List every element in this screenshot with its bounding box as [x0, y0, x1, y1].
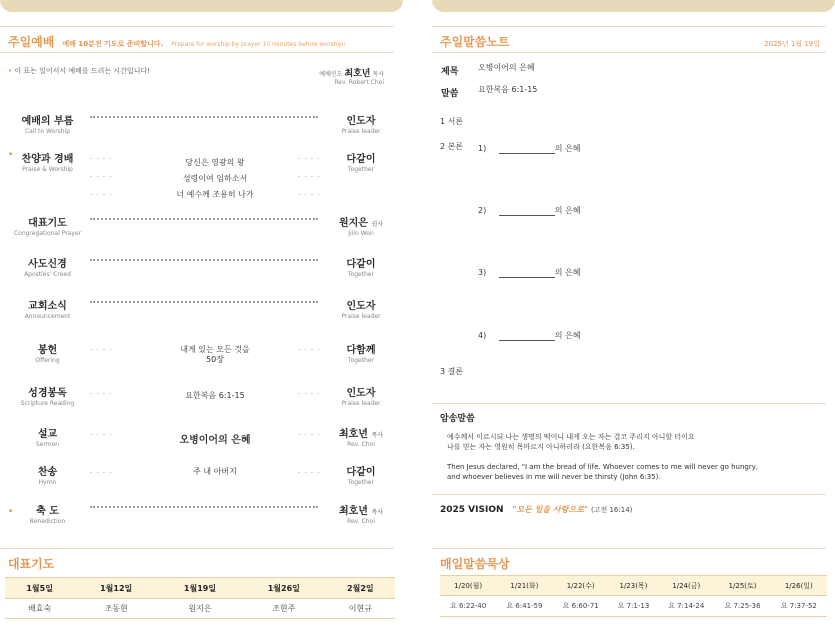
- scripture-reading: 요한복음 6:1-15: [185, 391, 245, 400]
- order-leader-en: Praise leader: [341, 128, 381, 135]
- table-row: [5, 599, 395, 619]
- order-item: 사도신경: [28, 259, 67, 270]
- order-leader-en: Jiiin Won: [348, 230, 374, 237]
- order-item: 성경봉독: [28, 388, 67, 399]
- blank-line[interactable]: [499, 146, 555, 154]
- table-header-row: [440, 576, 827, 596]
- worship-subtitle-en: Prepare for worship by prayer 10 minutes before worship!: [171, 41, 346, 48]
- short-dots: · · · ·: [298, 191, 321, 199]
- worship-leader: [290, 66, 384, 86]
- table-cell: 요 7:37-52: [771, 596, 827, 617]
- order-leader-en: Praise leader: [341, 313, 381, 320]
- order-item: 찬양과 경배: [21, 154, 74, 165]
- leader-label: 예배인도: [319, 71, 343, 78]
- order-item-en: Scripture Reading: [20, 400, 75, 407]
- title-value: 오병이어의 은혜: [478, 63, 535, 72]
- intro-label: 1 서론: [440, 117, 464, 126]
- order-leader: 최호년: [338, 506, 368, 517]
- point-suffix: 의 은혜: [554, 331, 581, 340]
- praise-song: 성령이여 임하소서: [182, 174, 248, 183]
- short-dots: · · · ·: [298, 431, 321, 439]
- note-point: [478, 330, 581, 341]
- conclusion-label: 3 결론: [440, 367, 464, 376]
- table-cell: 요 6:60-71: [553, 596, 609, 617]
- order-item-en: Benediction: [29, 518, 66, 525]
- leader-dots: [90, 301, 318, 303]
- order-leader: 다같이: [346, 259, 376, 270]
- short-dots: · · · ·: [90, 191, 113, 199]
- order-item-en: Call to Worship: [24, 128, 71, 135]
- order-leader-en: Praise leader: [341, 400, 381, 407]
- left-top-tab: [0, 0, 403, 12]
- blank-line[interactable]: [499, 333, 555, 341]
- vision-quote: "모든 일을 사랑으로": [512, 505, 589, 514]
- order-leader-en: Together: [347, 357, 375, 364]
- sermon-note-title: 주일말씀노트: [440, 35, 510, 49]
- order-leader-en: Rev. Choi: [347, 441, 375, 448]
- title-label: 제목: [441, 67, 459, 77]
- praise-song: 너 예수께 조용히 나가: [176, 190, 254, 199]
- point-suffix: 의 은혜: [554, 206, 581, 215]
- leader-dots: [90, 506, 318, 508]
- table-header: 1/23(목): [609, 576, 658, 596]
- order-leader: 다함께: [346, 345, 376, 356]
- order-leader: 원지은: [338, 218, 368, 229]
- standing-note: [8, 66, 150, 76]
- table-header: 1월19일: [158, 578, 242, 599]
- table-header: 1/22(수): [553, 576, 609, 596]
- leader-dots: [90, 218, 318, 220]
- order-leader-en: Rev. Choi: [347, 518, 375, 525]
- table-header: 1/26(일): [771, 576, 827, 596]
- table-header: 2월2일: [326, 578, 395, 599]
- closing-hymn: 주 내 아버지: [193, 467, 237, 476]
- order-leader: 다같이: [346, 154, 376, 165]
- leader-name: 최호년: [344, 69, 371, 79]
- vision-line: [440, 504, 632, 515]
- table-header: 1/24(금): [658, 576, 714, 596]
- divider: [432, 494, 826, 495]
- short-dots: · · · ·: [90, 173, 113, 181]
- table-header: 1/25(토): [714, 576, 770, 596]
- order-leader-role: 목사: [371, 432, 384, 439]
- memory-en-line: Then Jesus declared, "I am the bread of life. Whoever comes to me will never go hungry,: [447, 463, 759, 471]
- point-number: 3): [478, 268, 487, 277]
- short-dots: · · · ·: [90, 469, 113, 477]
- order-item: 예배의 부름: [21, 116, 74, 127]
- order-leader-en: Together: [347, 479, 375, 486]
- scripture-label: 말씀: [441, 89, 459, 99]
- worship-header: [0, 26, 394, 50]
- divider: [432, 403, 826, 404]
- point-suffix: 의 은혜: [554, 144, 581, 153]
- sermon-date: 2025년 1월 19일: [764, 40, 820, 48]
- leader-en: Rev. Robert Choi: [334, 79, 384, 86]
- divider: [432, 52, 826, 53]
- order-item: 교회소식: [28, 301, 67, 312]
- prayer-title: 대표기도: [8, 557, 55, 571]
- memory-ko-line: 예수께서 이르시되 나는 생명의 떡이니 내게 오는 자는 결코 주리지 아니할 터이요: [447, 433, 695, 441]
- order-leader: 최호년: [338, 429, 368, 440]
- short-dots: · · · ·: [90, 431, 113, 439]
- table-header: 1/21(화): [496, 576, 552, 596]
- order-leader-en: Together: [347, 271, 375, 278]
- scripture-value: 요한복음 6:1-15: [478, 85, 538, 94]
- order-item: 축 도: [36, 506, 59, 517]
- divider: [0, 52, 394, 53]
- table-row: [440, 596, 827, 617]
- note-point: [478, 205, 581, 216]
- standing-bullet-icon: •: [8, 150, 14, 160]
- note-point: [478, 143, 581, 154]
- memory-verse-ko: [447, 432, 817, 452]
- table-header: 1월12일: [74, 578, 158, 599]
- worship-title: 주일예배: [8, 35, 55, 49]
- order-item: 찬송: [37, 467, 58, 478]
- bullet-icon: •: [8, 67, 13, 75]
- blank-line[interactable]: [499, 208, 555, 216]
- prayer-header: [0, 548, 394, 572]
- table-cell: 요 6:22-40: [440, 596, 496, 617]
- order-item-en: Announcement: [24, 313, 71, 320]
- leader-dots: [90, 259, 318, 261]
- table-cell: 요 7:14-24: [658, 596, 714, 617]
- order-item-en: Apostles' Creed: [24, 271, 71, 278]
- short-dots: · · · ·: [90, 390, 113, 398]
- memory-verse-title: 암송말씀: [440, 414, 475, 424]
- point-number: 1): [478, 144, 487, 153]
- daily-header: [432, 548, 826, 572]
- table-cell: 조현주: [242, 599, 326, 619]
- table-cell: 조동현: [74, 599, 158, 619]
- point-number: 4): [478, 331, 487, 340]
- standing-note-text: 이 표는 일어서서 예배를 드리는 시간입니다!: [14, 67, 151, 75]
- sermon-note-header: [432, 26, 826, 50]
- vision-label: 2025 VISION: [440, 505, 504, 515]
- standing-bullet-icon: •: [8, 507, 14, 517]
- table-cell: 요 7:25-36: [714, 596, 770, 617]
- leader-role: 목사: [372, 71, 384, 78]
- memory-en-line: and whoever believes in me will never be thirsty (John 6:35).: [447, 473, 661, 481]
- table-cell: 원지은: [158, 599, 242, 619]
- order-leader-role: 목사: [371, 509, 384, 516]
- point-number: 2): [478, 206, 487, 215]
- leader-dots: [90, 116, 318, 118]
- order-item-en: Hymn: [38, 479, 57, 486]
- short-dots: · · · ·: [90, 346, 113, 354]
- order-item-en: Praise & Worship: [22, 166, 73, 173]
- table-header-row: [5, 578, 395, 599]
- table-header: 1월5일: [5, 578, 74, 599]
- memory-verse-en: [447, 462, 817, 482]
- order-leader: 인도자: [346, 388, 376, 399]
- order-item-en: Offering: [35, 357, 60, 364]
- offering-hymn-number: 50장: [206, 355, 224, 364]
- blank-line[interactable]: [499, 270, 555, 278]
- order-leader-role: 권사: [371, 221, 384, 228]
- order-leader: 인도자: [346, 116, 376, 127]
- memory-ko-line: 나를 믿는 자는 영원히 목마르지 아니하리라 (요한복음 6:35).: [447, 443, 635, 451]
- sermon-title: 오병이어의 은혜: [179, 435, 251, 446]
- table-cell: 이현규: [326, 599, 395, 619]
- order-item: 대표기도: [28, 218, 67, 229]
- daily-reading-table: [440, 575, 827, 617]
- praise-song: 당신은 영광의 왕: [185, 158, 245, 167]
- order-leader: 인도자: [346, 301, 376, 312]
- short-dots: · · · ·: [298, 469, 321, 477]
- table-cell: 요 6:41-59: [496, 596, 552, 617]
- short-dots: · · · ·: [90, 155, 113, 163]
- worship-subtitle-ko: 예배 10분전 기도로 준비합니다.: [62, 40, 164, 48]
- daily-title: 매일말씀묵상: [440, 557, 510, 571]
- point-suffix: 의 은혜: [554, 268, 581, 277]
- prayer-schedule-table: [5, 577, 395, 619]
- table-cell: 배효숙: [5, 599, 74, 619]
- order-item-en: Congregational Prayer: [13, 230, 82, 237]
- order-item: 봉헌: [37, 345, 58, 356]
- body-label: 2 본론: [440, 142, 464, 151]
- right-top-tab: [432, 0, 835, 12]
- short-dots: · · · ·: [298, 173, 321, 181]
- short-dots: · · · ·: [298, 346, 321, 354]
- note-point: [478, 267, 581, 278]
- order-item-en: Sermon: [35, 441, 60, 448]
- table-header: 1/20(월): [440, 576, 496, 596]
- table-cell: 요 7:1-13: [609, 596, 658, 617]
- order-item: 설교: [37, 429, 58, 440]
- order-leader: 다같이: [346, 467, 376, 478]
- short-dots: · · · ·: [298, 390, 321, 398]
- offering-hymn: 내게 있는 모든 것을: [180, 345, 250, 354]
- table-header: 1월26일: [242, 578, 326, 599]
- order-leader-en: Together: [347, 166, 375, 173]
- vision-ref: (고전 16:14): [591, 506, 633, 514]
- short-dots: · · · ·: [298, 155, 321, 163]
